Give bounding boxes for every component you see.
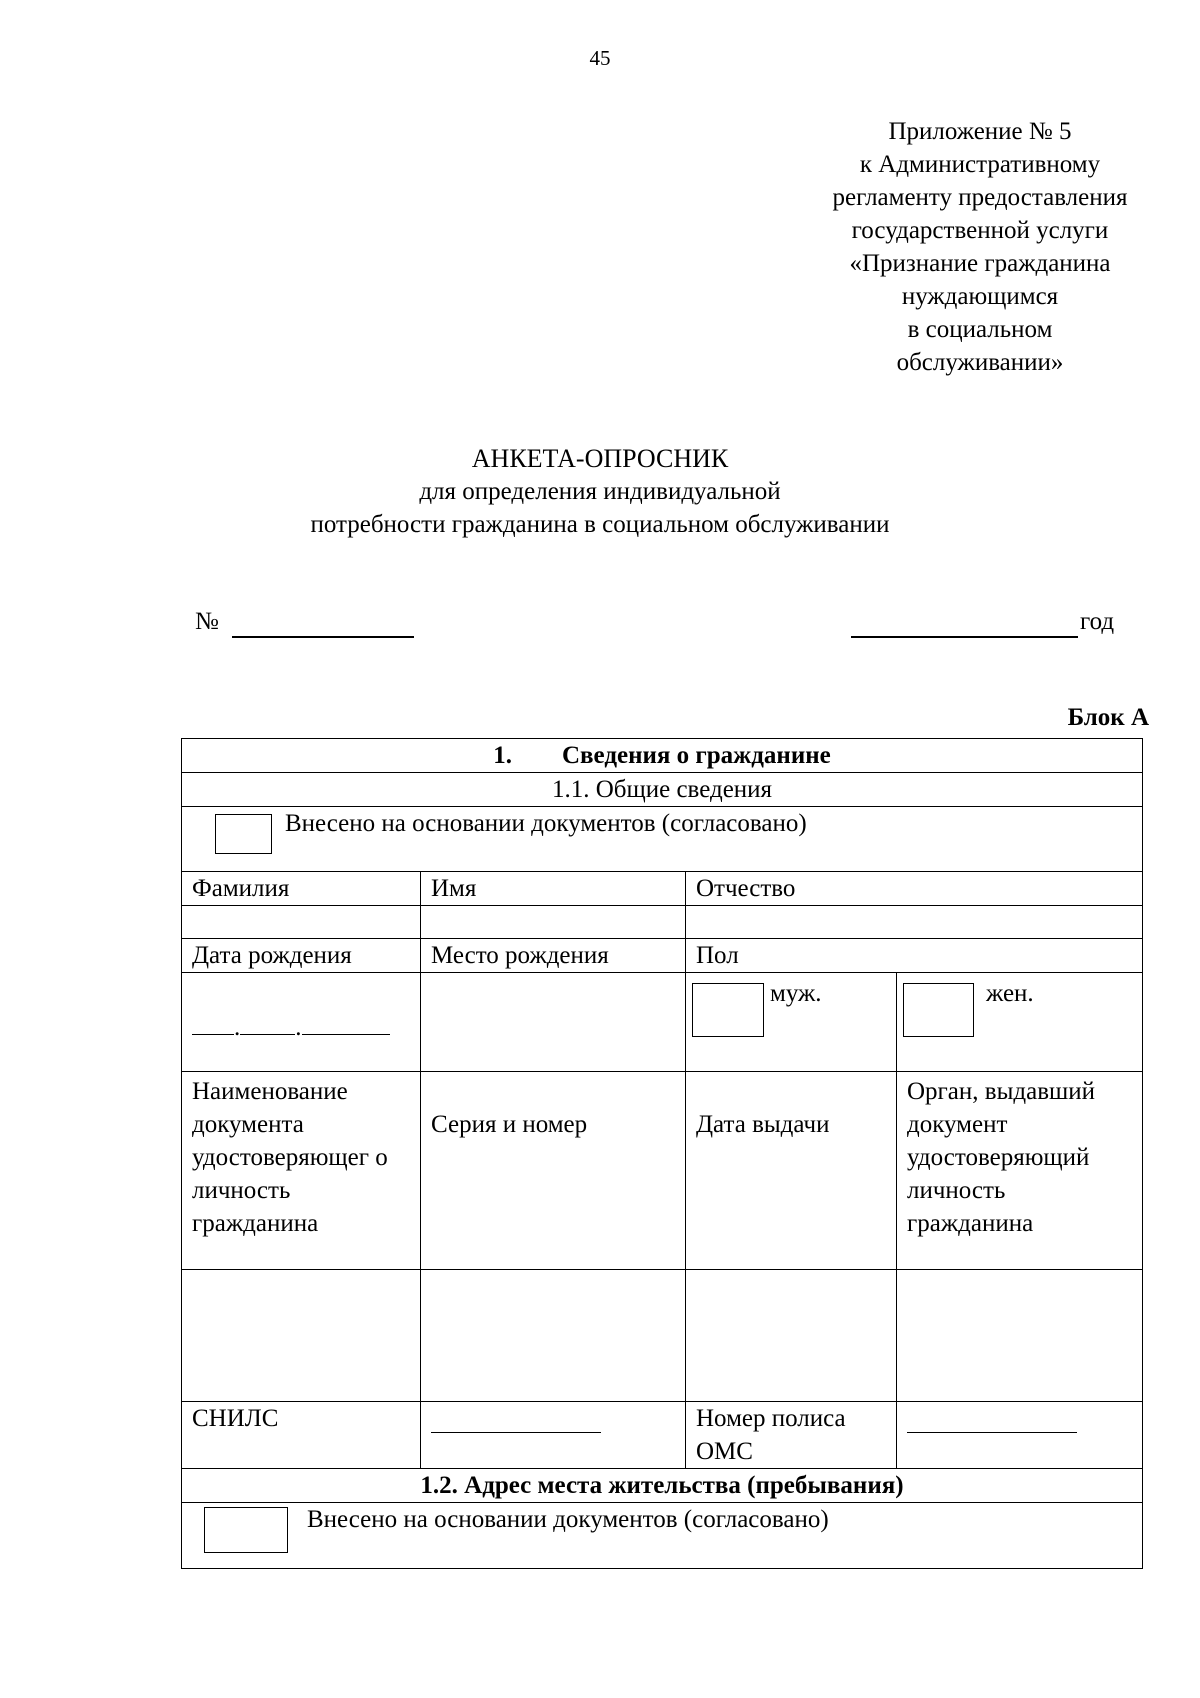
- section-title: Сведения о гражданине: [562, 742, 831, 769]
- date-separator: .: [234, 1014, 241, 1041]
- year-blank[interactable]: [851, 636, 1078, 638]
- issue-date-field[interactable]: [686, 1270, 897, 1402]
- appendix-header: [780, 115, 1180, 379]
- patronymic-field[interactable]: [686, 906, 1143, 939]
- id-document-header: Наименование документа удостоверяющег о личность гражданина: [182, 1072, 421, 1270]
- date-separator: .: [295, 1014, 302, 1041]
- number-label: №: [195, 608, 219, 635]
- birth-value-row: [182, 973, 1143, 1072]
- female-label: жен.: [986, 980, 1034, 1007]
- female-checkbox[interactable]: [903, 983, 974, 1037]
- name-value-row: [182, 906, 1143, 939]
- address-documents-note-row: [182, 1503, 1143, 1569]
- snils-label: СНИЛС: [182, 1402, 421, 1469]
- id-document-header-row: [182, 1072, 1143, 1270]
- address-documents-agreed-checkbox[interactable]: [204, 1507, 288, 1553]
- id-document-field[interactable]: [182, 1270, 421, 1402]
- title-main: АНКЕТА-ОПРОСНИК: [471, 444, 729, 473]
- documents-agreed-checkbox[interactable]: [215, 814, 272, 854]
- birth-date-blanks: [192, 973, 410, 1044]
- issuer-header: Орган, выдавший документ удостоверяющий личность гражданина: [897, 1072, 1143, 1270]
- documents-note-row: [182, 807, 1143, 872]
- birth-date-header: Дата рождения: [182, 939, 421, 973]
- birth-place-field[interactable]: [421, 973, 686, 1072]
- day-blank[interactable]: [192, 1016, 234, 1035]
- issue-date-header: Дата выдачи: [686, 1072, 897, 1270]
- sex-female-option: [897, 973, 1142, 1071]
- title-subtitle-2: потребности гражданина в социальном обслуживании: [310, 511, 890, 538]
- number-blank[interactable]: [232, 636, 414, 638]
- appendix-line: Приложение № 5: [888, 118, 1072, 145]
- month-blank[interactable]: [240, 1016, 295, 1035]
- appendix-line: обслуживании»: [896, 349, 1064, 376]
- appendix-line: в социальном: [907, 316, 1053, 343]
- year-label: год: [1080, 608, 1115, 635]
- appendix-line: «Признание гражданина: [849, 250, 1111, 277]
- sex-header: Пол: [686, 939, 1143, 973]
- documents-note-label: Внесено на основании документов (согласовано): [285, 810, 807, 837]
- section-title-cell: [182, 739, 1143, 773]
- series-number-field[interactable]: [421, 1270, 686, 1402]
- id-document-value-row: [182, 1270, 1143, 1402]
- oms-number-field[interactable]: [897, 1402, 1143, 1469]
- snils-row: [182, 1402, 1143, 1469]
- sex-male-cell: [686, 973, 897, 1072]
- documents-note-cell: [182, 807, 1143, 872]
- name-header: Имя: [421, 872, 686, 906]
- subsection-title: 1.1. Общие сведения: [182, 773, 1143, 807]
- surname-header: Фамилия: [182, 872, 421, 906]
- address-documents-note-label: Внесено на основании документов (согласовано): [307, 1506, 829, 1533]
- appendix-line: к Административному: [859, 151, 1101, 178]
- birth-header-row: [182, 939, 1143, 973]
- address-documents-note-cell: [182, 1503, 1143, 1569]
- section-number: 1.: [493, 742, 512, 769]
- address-section-title: 1.2. Адрес места жительства (пребывания): [182, 1469, 1143, 1503]
- title-subtitle-1: для определения индивидуальной: [419, 478, 781, 505]
- sex-female-cell: [897, 973, 1143, 1072]
- patronymic-header: Отчество: [686, 872, 1143, 906]
- name-field[interactable]: [421, 906, 686, 939]
- issuer-field[interactable]: [897, 1270, 1143, 1402]
- page-number: 45: [589, 46, 611, 70]
- oms-number-label: Номер полиса ОМС: [686, 1402, 897, 1469]
- block-label: Блок А: [1067, 704, 1149, 731]
- oms-blank[interactable]: [907, 1410, 1077, 1433]
- male-checkbox[interactable]: [692, 983, 764, 1037]
- citizen-form-table: [181, 738, 1143, 1569]
- address-title-row: [182, 1469, 1143, 1503]
- snils-field[interactable]: [421, 1402, 686, 1469]
- appendix-line: нуждающимся: [901, 283, 1059, 310]
- name-header-row: [182, 872, 1143, 906]
- birth-date-field[interactable]: [182, 973, 421, 1072]
- birth-place-header: Место рождения: [421, 939, 686, 973]
- year-of-birth-blank[interactable]: [302, 1016, 390, 1035]
- subsection-row: [182, 773, 1143, 807]
- surname-field[interactable]: [182, 906, 421, 939]
- male-label: муж.: [770, 980, 822, 1007]
- document-title: [0, 442, 1200, 541]
- appendix-line: регламенту предоставления: [832, 184, 1128, 211]
- section-title-row: [182, 739, 1143, 773]
- appendix-line: государственной услуги: [851, 217, 1109, 244]
- snils-blank[interactable]: [431, 1410, 601, 1433]
- sex-male-option: [686, 973, 896, 1071]
- series-number-header: Серия и номер: [421, 1072, 686, 1270]
